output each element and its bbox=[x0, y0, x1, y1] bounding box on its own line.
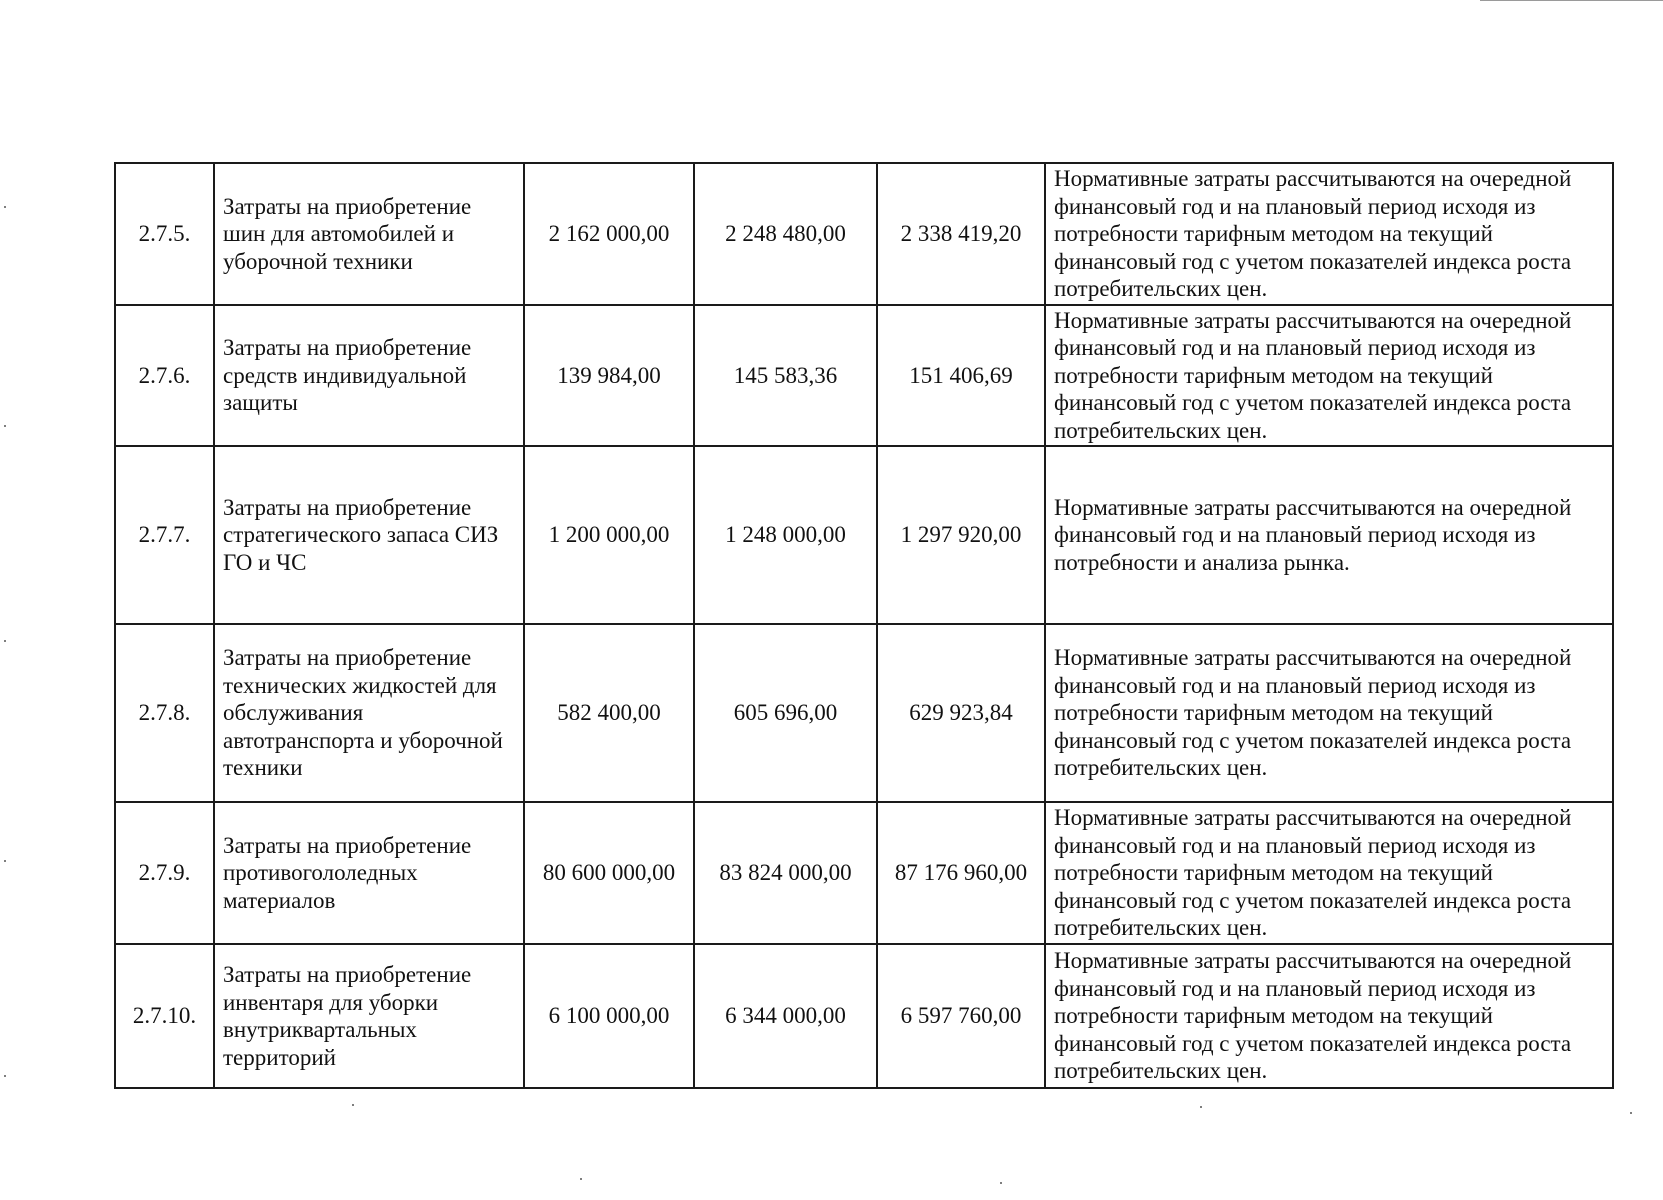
amount-year-3: 2 338 419,20 bbox=[877, 163, 1045, 305]
calculation-note: Нормативные затраты рассчитываются на очередной финансовый год и на плановый период исходя из потребности тарифным методом на текущий финансовый год с учетом показателей индекса роста потребительских цен. bbox=[1045, 944, 1613, 1088]
amount-year-1: 582 400,00 bbox=[524, 624, 694, 802]
table-row bbox=[115, 624, 1613, 802]
scan-artifact-dot bbox=[580, 1178, 582, 1180]
scan-edge-line bbox=[1480, 0, 1663, 1]
amount-year-3: 629 923,84 bbox=[877, 624, 1045, 802]
scan-artifact-dot bbox=[1000, 1182, 1002, 1184]
row-number: 2.7.10. bbox=[115, 944, 214, 1088]
table-row bbox=[115, 446, 1613, 624]
row-number: 2.7.9. bbox=[115, 802, 214, 944]
expense-name: Затраты на приобретение шин для автомобилей и уборочной техники bbox=[214, 163, 524, 305]
calculation-note: Нормативные затраты рассчитываются на очередной финансовый год и на плановый период исходя из потребности тарифным методом на текущий финансовый год с учетом показателей индекса роста потребительских цен. bbox=[1045, 305, 1613, 446]
scan-artifact-dot bbox=[4, 206, 6, 208]
amount-year-1: 1 200 000,00 bbox=[524, 446, 694, 624]
amount-year-3: 151 406,69 bbox=[877, 305, 1045, 446]
calculation-note: Нормативные затраты рассчитываются на очередной финансовый год и на плановый период исходя из потребности и анализа рынка. bbox=[1045, 446, 1613, 624]
amount-year-3: 1 297 920,00 bbox=[877, 446, 1045, 624]
expense-name: Затраты на приобретение инвентаря для уборки внутриквартальных территорий bbox=[214, 944, 524, 1088]
amount-year-2: 145 583,36 bbox=[694, 305, 877, 446]
calculation-note: Нормативные затраты рассчитываются на очередной финансовый год и на плановый период исходя из потребности тарифным методом на текущий финансовый год с учетом показателей индекса роста потребительских цен. bbox=[1045, 163, 1613, 305]
amount-year-1: 80 600 000,00 bbox=[524, 802, 694, 944]
amount-year-3: 6 597 760,00 bbox=[877, 944, 1045, 1088]
table-row bbox=[115, 802, 1613, 944]
scan-artifact-dot bbox=[4, 640, 6, 642]
row-number: 2.7.8. bbox=[115, 624, 214, 802]
amount-year-2: 83 824 000,00 bbox=[694, 802, 877, 944]
expense-name: Затраты на приобретение противогололедных материалов bbox=[214, 802, 524, 944]
table-row bbox=[115, 163, 1613, 305]
row-number: 2.7.6. bbox=[115, 305, 214, 446]
amount-year-1: 6 100 000,00 bbox=[524, 944, 694, 1088]
expense-name: Затраты на приобретение технических жидкостей для обслуживания автотранспорта и уборочной техники bbox=[214, 624, 524, 802]
scan-artifact-dot bbox=[1630, 1112, 1632, 1114]
calculation-note: Нормативные затраты рассчитываются на очередной финансовый год и на плановый период исходя из потребности тарифным методом на текущий финансовый год с учетом показателей индекса роста потребительских цен. bbox=[1045, 624, 1613, 802]
row-number: 2.7.7. bbox=[115, 446, 214, 624]
scan-artifact-dot bbox=[4, 860, 6, 862]
amount-year-3: 87 176 960,00 bbox=[877, 802, 1045, 944]
row-number: 2.7.5. bbox=[115, 163, 214, 305]
amount-year-1: 139 984,00 bbox=[524, 305, 694, 446]
calculation-note: Нормативные затраты рассчитываются на очередной финансовый год и на плановый период исходя из потребности тарифным методом на текущий финансовый год с учетом показателей индекса роста потребительских цен. bbox=[1045, 802, 1613, 944]
amount-year-1: 2 162 000,00 bbox=[524, 163, 694, 305]
scan-artifact-dot bbox=[1200, 1106, 1202, 1108]
table-row bbox=[115, 944, 1613, 1088]
cost-table bbox=[114, 162, 1614, 1089]
amount-year-2: 6 344 000,00 bbox=[694, 944, 877, 1088]
table-row bbox=[115, 305, 1613, 446]
expense-name: Затраты на приобретение средств индивидуальной защиты bbox=[214, 305, 524, 446]
amount-year-2: 2 248 480,00 bbox=[694, 163, 877, 305]
scan-artifact-dot bbox=[4, 425, 6, 427]
amount-year-2: 605 696,00 bbox=[694, 624, 877, 802]
expense-name: Затраты на приобретение стратегического запаса СИЗ ГО и ЧС bbox=[214, 446, 524, 624]
amount-year-2: 1 248 000,00 bbox=[694, 446, 877, 624]
scan-artifact-dot bbox=[4, 1075, 6, 1077]
scan-artifact-dot bbox=[352, 1104, 354, 1106]
